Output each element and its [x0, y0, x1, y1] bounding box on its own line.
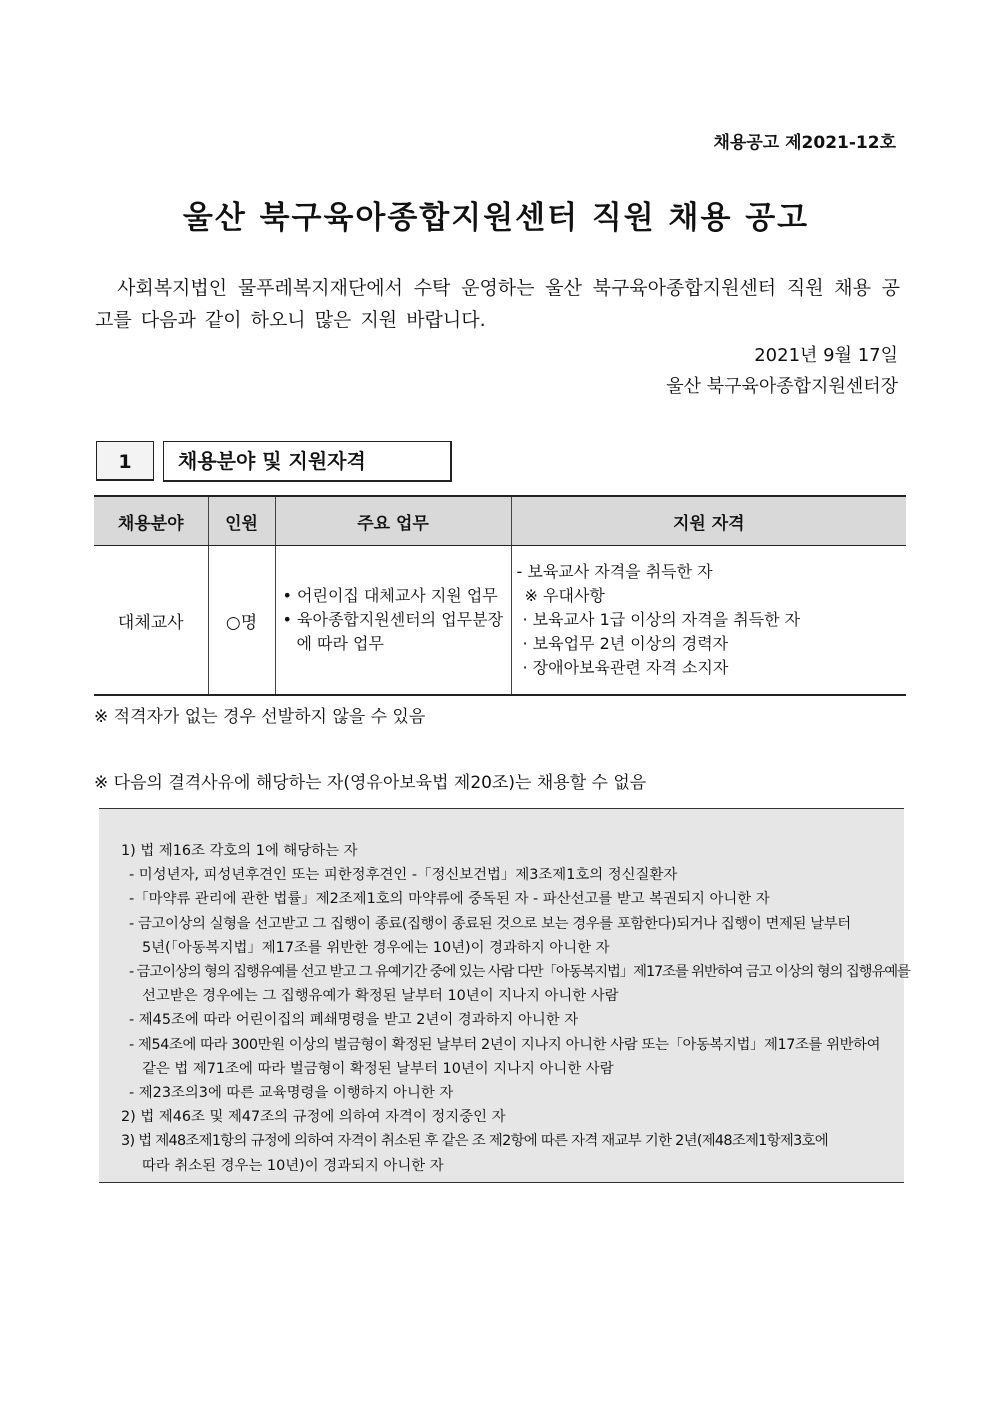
- intro-text: 사회복지법인 물푸레복지재단에서 수탁 운영하는 울산 북구육아종합지원센터 직원 채용 공고를 다음과 같이 하오니 많은 지원 바랍니다.: [95, 277, 900, 331]
- disqualification-line: - 제23조의3에 따른 교육명령을 이행하지 아니한 자: [129, 1085, 454, 1102]
- qualification-item: ※ 우대사항: [524, 586, 605, 605]
- notice-number: 채용공고 제2021-12호: [713, 133, 896, 153]
- notice-date: 2021년 9월 17일: [754, 345, 898, 366]
- section-title: 채용분야 및 지원자격: [163, 441, 452, 482]
- header-duties: 주요 업무: [275, 496, 511, 546]
- duty-item: • 육아종합지원센터의 업무분장에 따라 업무: [283, 608, 510, 656]
- section-number: 1: [96, 441, 154, 481]
- disqualification-line: - 미성년자, 피성년후견인 또는 피한정후견인 -「정신보건법」제3조제1호의 정신질환자: [129, 867, 678, 884]
- signer: 울산 북구육아종합지원센터장: [666, 376, 898, 397]
- cell-count: ○명: [208, 546, 275, 696]
- qualification-item: · 장애아보육관련 자격 소지자: [522, 658, 729, 677]
- qualification-item: · 보육업무 2년 이상의 경력자: [522, 634, 729, 653]
- disqualification-line: 2) 법 제46조 및 제47조의 규정에 의하여 자격이 정지중인 자: [121, 1109, 506, 1126]
- disqualification-line: 같은 법 제71조에 따라 벌금형이 확정된 날부터 10년이 지나지 아니한 사람: [142, 1060, 614, 1077]
- header-field: 채용분야: [94, 496, 208, 546]
- disqualification-line: - 금고이상의 형의 집행유예를 선고 받고 그 유예기간 중에 있는 사람 다만「아동복지법」제17조를 위반하여 금고 이상의 형의 집행유예를: [129, 964, 910, 981]
- recruitment-table: [94, 495, 906, 696]
- disqualification-line: - 제54조에 따라 300만원 이상의 벌금형이 확정된 날부터 2년이 지나지 아니한 사람 또는「아동복지법」제17조를 위반하여: [129, 1036, 881, 1053]
- table-row: [94, 546, 906, 696]
- cell-field: 대체교사: [94, 546, 208, 696]
- disqualification-line: -「마약류 관리에 관한 법률」제2조제1호의 마약류에 중독된 자 - 파산선고를 받고 복권되지 아니한 자: [129, 891, 770, 908]
- note-no-qualified: ※ 적격자가 없는 경우 선발하지 않을 수 있음: [94, 707, 426, 727]
- disqualification-line: - 금고이상의 실형을 선고받고 그 집행이 종료(집행이 종료된 것으로 보는 경우를 포함한다)되거나 집행이 면제된 날부터: [129, 915, 851, 932]
- disqualification-line: 따라 취소된 경우는 10년)이 경과되지 아니한 자: [142, 1157, 444, 1174]
- disqualification-line: 1) 법 제16조 각호의 1에 해당하는 자: [121, 843, 358, 859]
- header-qualifications: 지원 자격: [511, 496, 906, 546]
- disqualification-line: 3) 법 제48조제1항의 규정에 의하여 자격이 취소된 후 같은 조 제2항에 따른 자격 재교부 기한 2년(제48조제1항제3호에: [121, 1133, 828, 1150]
- duty-item: • 어린이집 대체교사 지원 업무: [283, 584, 510, 608]
- disqualification-line: 선고받은 경우에는 그 집행유예가 확정된 날부터 10년이 지나지 아니한 사람: [142, 988, 619, 1005]
- table-header-row: [94, 496, 906, 546]
- note-disqualification: ※ 다음의 결격사유에 해당하는 자(영유아보육법 제20조)는 채용할 수 없음: [94, 773, 647, 793]
- intro-paragraph: [95, 272, 900, 336]
- header-count: 인원: [208, 496, 275, 546]
- disqualification-line: 5년(「아동복지법」제17조를 위반한 경우에는 10년)이 경과하지 아니한 자: [142, 939, 610, 956]
- page-title: 울산 북구육아종합지원센터 직원 채용 공고: [182, 200, 810, 236]
- disqualification-line: - 제45조에 따라 어린이집의 폐쇄명령을 받고 2년이 경과하지 아니한 자: [129, 1012, 579, 1029]
- qualification-item: · 보육교사 1급 이상의 자격을 취득한 자: [522, 610, 801, 629]
- disqualification-box: [99, 808, 910, 1183]
- qualification-item: - 보육교사 자격을 취득한 자: [516, 562, 713, 581]
- cell-duties: [275, 546, 511, 696]
- cell-qualifications: [511, 546, 906, 696]
